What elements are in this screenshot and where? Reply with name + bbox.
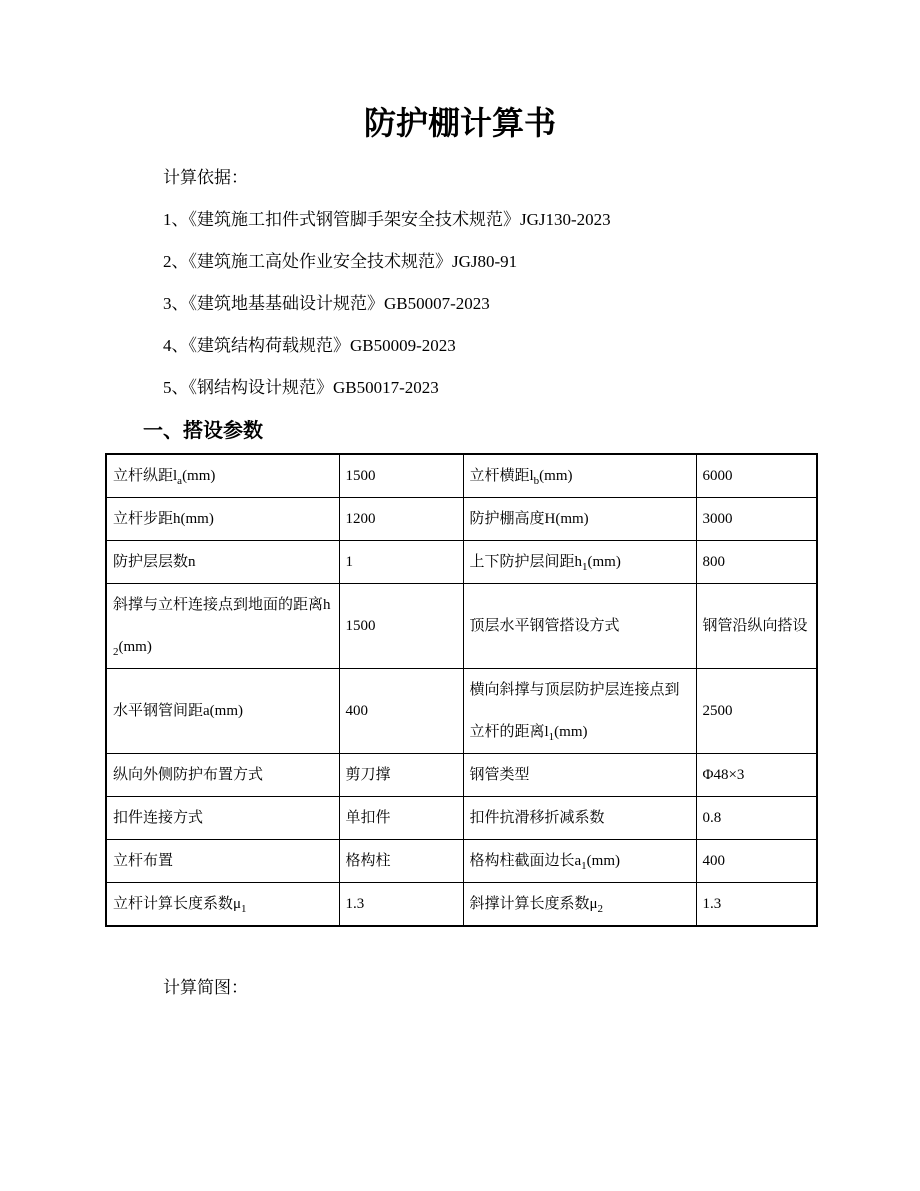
- param-label-cell: 钢管类型: [463, 754, 696, 797]
- param-label-cell: 立杆计算长度系数$\mu_1$: [106, 883, 339, 927]
- table-row: [106, 840, 817, 883]
- param-label-cell: 防护棚高度H(mm): [463, 498, 696, 541]
- document-title: 防护棚计算书: [363, 105, 556, 141]
- table-row: [106, 498, 817, 541]
- param-label-cell: 立杆纵距$l_a(mm)$: [106, 454, 339, 498]
- param-value-cell: 1500: [339, 454, 463, 498]
- table-row: [106, 584, 817, 669]
- param-value-cell: 400: [696, 840, 817, 883]
- param-value-cell: 400: [339, 669, 463, 754]
- param-value-cell: 1.3: [696, 883, 817, 927]
- param-value-cell: 1.3: [339, 883, 463, 927]
- param-value-cell: 6000: [696, 454, 817, 498]
- param-label-cell: 斜撑与立杆连接点到地面的距离$h_2(mm)$: [106, 584, 339, 669]
- param-label-cell: 扣件抗滑移折减系数: [463, 797, 696, 840]
- reference-item-1: 1、《建筑施工扣件式钢管脚手架安全技术规范》JGJ130-2023: [163, 210, 611, 229]
- param-value-cell: 单扣件: [339, 797, 463, 840]
- param-value-cell: 800: [696, 541, 817, 584]
- param-value-cell: Φ48×3: [696, 754, 817, 797]
- param-value-cell: 格构柱: [339, 840, 463, 883]
- param-value-cell: 0.8: [696, 797, 817, 840]
- param-label-cell: 水平钢管间距a(mm): [106, 669, 339, 754]
- param-value-cell: 1500: [339, 584, 463, 669]
- param-label-cell: 扣件连接方式: [106, 797, 339, 840]
- calculation-basis-label: 计算依据：: [163, 168, 248, 187]
- reference-item-5: 5、《钢结构设计规范》GB50017-2023: [163, 378, 439, 397]
- table-row: [106, 883, 817, 927]
- table-row: [106, 454, 817, 498]
- param-label-cell: 立杆步距h(mm): [106, 498, 339, 541]
- table-row: [106, 797, 817, 840]
- param-label-cell: 立杆布置: [106, 840, 339, 883]
- reference-item-4: 4、《建筑结构荷载规范》GB50009-2023: [163, 336, 456, 355]
- param-label-cell: 纵向外侧防护布置方式: [106, 754, 339, 797]
- param-label-cell: 格构柱截面边长$a_1(mm)$: [463, 840, 696, 883]
- table-row: [106, 541, 817, 584]
- section-heading-setup-parameters: 一、搭设参数: [143, 420, 263, 442]
- param-label-cell: 立杆横距$l_b(mm)$: [463, 454, 696, 498]
- reference-item-3: 3、《建筑地基基础设计规范》GB50007-2023: [163, 294, 490, 313]
- reference-item-2: 2、《建筑施工高处作业安全技术规范》JGJ80-91: [163, 252, 518, 271]
- param-value-cell: 3000: [696, 498, 817, 541]
- param-label-cell: 上下防护层间距$h_1(mm)$: [463, 541, 696, 584]
- param-label-cell: 横向斜撑与顶层防护层连接点到立杆的距离$l_1(mm)$: [463, 669, 696, 754]
- param-value-cell: 1200: [339, 498, 463, 541]
- setup-parameters-table: [105, 453, 818, 927]
- table-row: [106, 669, 817, 754]
- param-value-cell: 1: [339, 541, 463, 584]
- table-row: [106, 754, 817, 797]
- param-label-cell: 斜撑计算长度系数$\mu_2$: [463, 883, 696, 927]
- param-value-cell: 剪刀撑: [339, 754, 463, 797]
- param-value-cell: 钢管沿纵向搭设: [696, 584, 817, 669]
- diagram-label: 计算简图：: [163, 978, 248, 997]
- param-value-cell: 2500: [696, 669, 817, 754]
- param-label-cell: 防护层层数n: [106, 541, 339, 584]
- param-label-cell: 顶层水平钢管搭设方式: [463, 584, 696, 669]
